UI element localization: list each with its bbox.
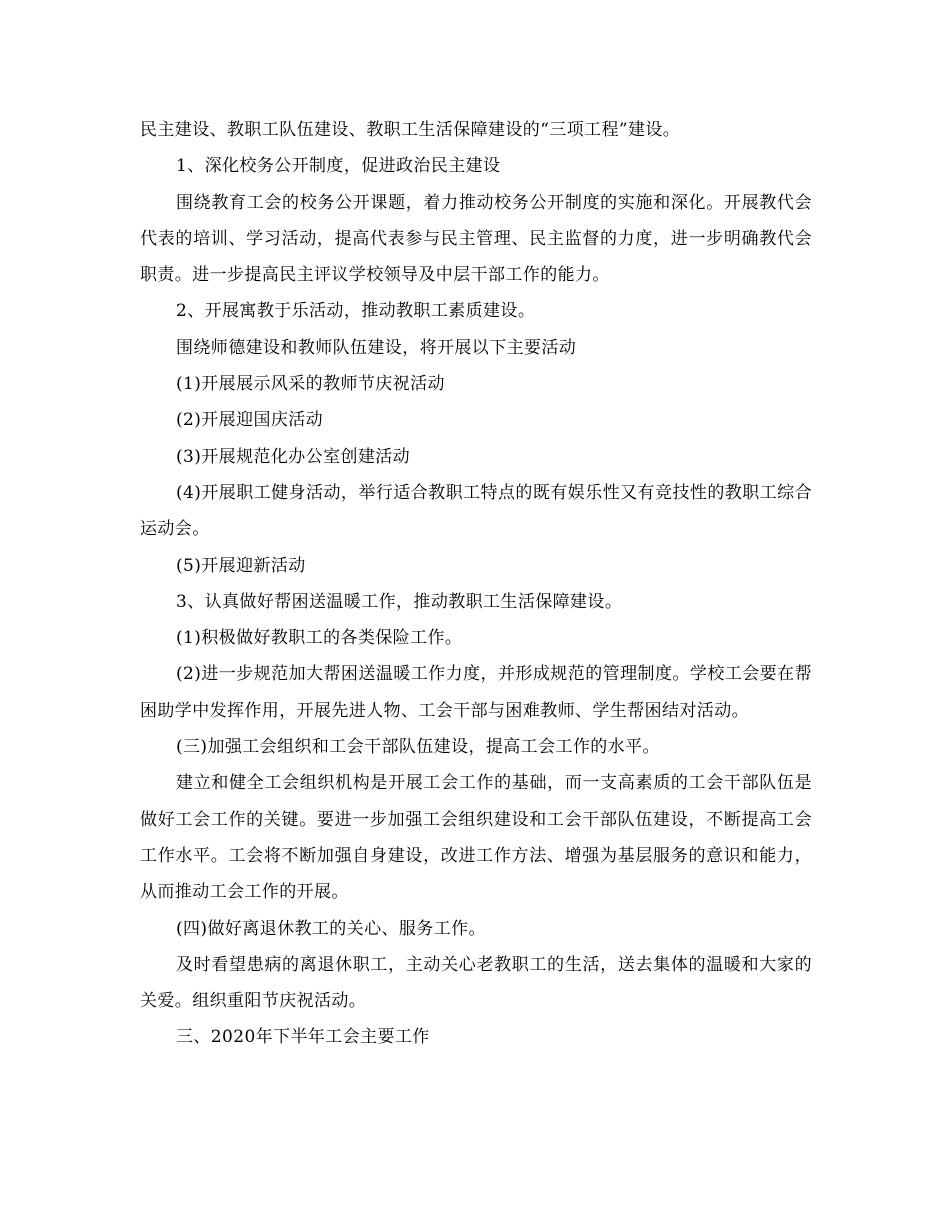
list-item: (5)开展迎新活动 [176, 555, 306, 576]
list-item: (1)开展展示风采的教师节庆祝活动 [176, 374, 445, 395]
paragraph: 围绕师德建设和教师队伍建设，将开展以下主要活动 [176, 337, 577, 358]
list-item: (2)开展迎国庆活动 [176, 410, 324, 431]
section-heading: 1、深化校务公开制度，促进政治民主建设 [176, 156, 501, 177]
paragraph: 民主建设、教职工队伍建设、教职工生活保障建设的“三项工程”建设。 [140, 120, 681, 140]
paragraph: 及时看望患病的离退休职工，主动关心老教职工的生活，送去集体的温暖和大家的关爱。组织重阳节庆祝活动。 [140, 954, 812, 1012]
section-heading: 2、开展寓教于乐活动，推动教职工素质建设。 [176, 301, 536, 322]
section-heading: (四)做好离退休教工的关心、服务工作。 [176, 918, 486, 939]
section-heading: 三、2020年下半年工会主要工作 [176, 1027, 430, 1048]
list-item: (2)进一步规范加大帮困送温暖工作力度，并形成规范的管理制度。学校工会要在帮困助学中发挥作用，开展先进人物、工会干部与困难教师、学生帮困结对活动。 [140, 664, 812, 721]
list-item: (3)开展规范化办公室创建活动 [176, 446, 411, 467]
paragraph: 围绕教育工会的校务公开课题，着力推动校务公开制度的实施和深化。开展教代会代表的培训、学习活动，提高代表参与民主管理、民主监督的力度，进一步明确教代会职责。进一步提高民主评议学校领导及中层干部工作的能力。 [140, 192, 812, 286]
list-item: (4)开展职工健身活动，举行适合教职工特点的既有娱乐性又有竞技性的教职工综合运动会。 [140, 482, 812, 540]
list-item: (1)积极做好教职工的各类保险工作。 [176, 628, 463, 649]
document-page [140, 112, 812, 1056]
section-heading: 3、认真做好帮困送温暖工作，推动教职工生活保障建设。 [176, 591, 623, 612]
paragraph: 建立和健全工会组织机构是开展工会工作的基础，而一支高素质的工会干部队伍是做好工会工作的关键。要进一步加强工会组织建设和工会干部队伍建设，不断提高工会工作水平。工会将不断加强自身建设，改进工作方法、增强为基层服务的意识和能力，从而推动工会工作的开展。 [140, 773, 812, 903]
section-heading: (三)加强工会组织和工会干部队伍建设，提高工会工作的水平。 [176, 737, 660, 758]
